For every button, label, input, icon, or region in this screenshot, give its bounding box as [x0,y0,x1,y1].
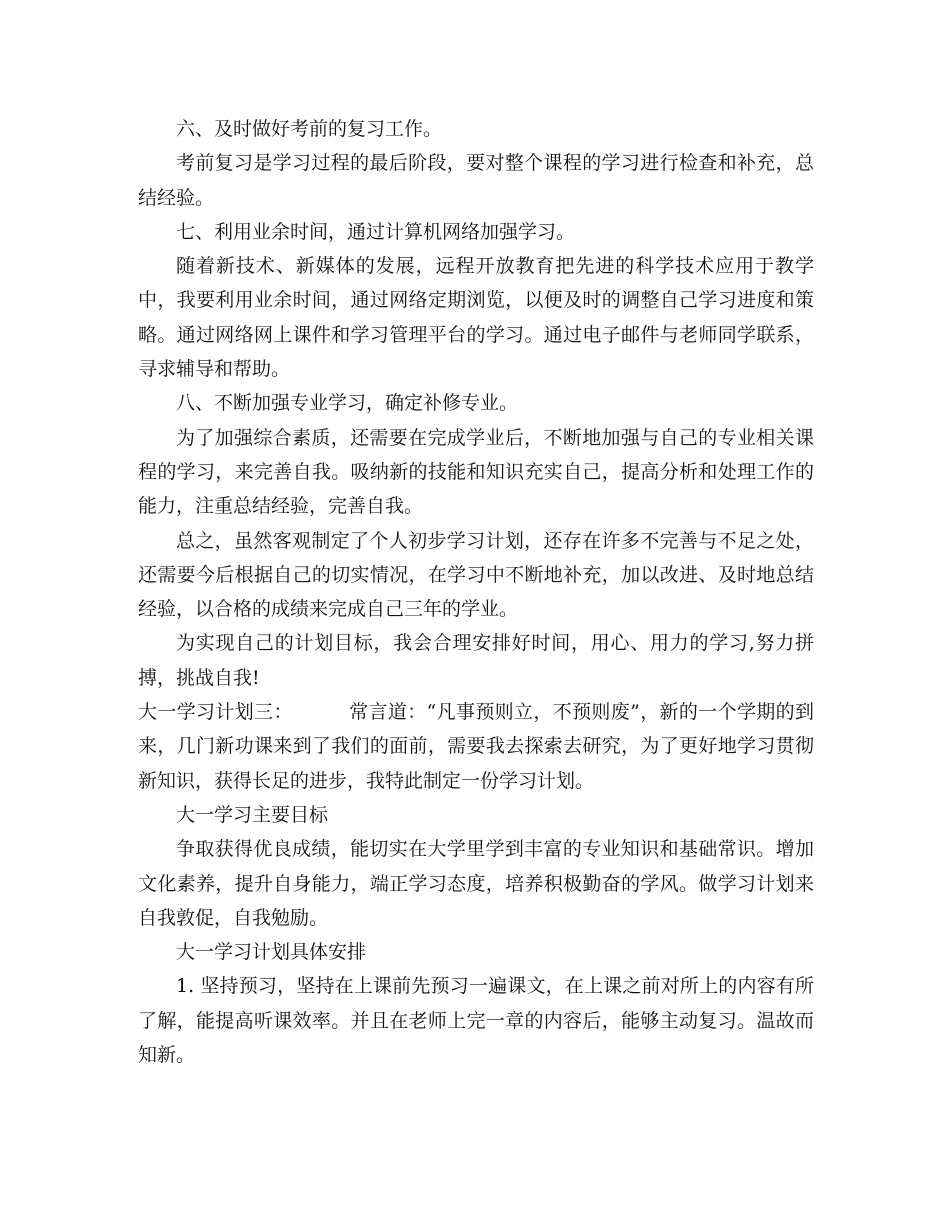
paragraph-plan-three [138,695,814,798]
paragraph-spare-time-study: 随着新技术、新媒体的发展，远程开放教育把先进的科学技术应用于教学中，我要利用业余时间，通过网络定期浏览，以便及时的调整自己学习进度和策略。通过网络网上课件和学习管理平台的学习。通过电子邮件与老师同学联系，寻求辅导和帮助。 [138,255,814,381]
heading-exam-review: 六、及时做好考前的复习工作。 [176,118,443,140]
paragraph-conclusion: 总之，虽然客观制定了个人初步学习计划，还存在许多不完善与不足之处，还需要今后根据自己的切实情况，在学习中不断地补充，加以改进、及时地总结经验，以合格的成绩来完成自己三年的学业。 [138,529,814,621]
paragraph-exam-review: 考前复习是学习过程的最后阶段，要对整个课程的学习进行检查和补充，总结经验。 [138,152,814,209]
paragraph-main-goals: 争取获得优良成绩，能切实在大学里学到丰富的专业知识和基础常识。增加文化素养，提升自身能力，端正学习态度，培养积极勤奋的学风。做学习计划来自我敦促，自我勉励。 [138,838,814,929]
heading-specific-arrangement: 大一学习计划具体安排 [176,941,367,964]
paragraph-professional-study: 为了加强综合素质，还需要在完成学业后，不断地加强与自己的专业相关课程的学习，来完善自我。吸纳新的技能和知识充实自己，提高分析和处理工作的能力，注重总结经验，完善自我。 [138,426,814,518]
paragraph-goal-commitment: 为实现自己的计划目标，我会合理安排好时间，用心、用力的学习,努力拼搏，挑战自我! [138,632,814,689]
heading-spare-time-study: 七、利用业余时间，通过计算机网络加强学习。 [176,220,576,243]
plan-three-label: 大一学习计划三： [138,701,293,724]
document-body [138,112,814,1072]
heading-professional-study: 八、不断加强专业学习，确定补修专业。 [176,392,519,415]
plan-three-text: 常言道：“凡事预则立，不预则废”，新的一个学期的到来，几门新功课来到了我们的面前，需要我去探索去研究，为了更好地学习贯彻新知识，获得长足的进步，我特此制定一份学习计划。 [138,701,814,792]
paragraph-preview-habit: 1. 坚持预习，坚持在上课前先预习一遍课文，在上课之前对所上的内容有所了解，能提高听课效率。并且在老师上完一章的内容后，能够主动复习。温故而知新。 [138,975,814,1067]
heading-main-goals: 大一学习主要目标 [176,803,329,826]
